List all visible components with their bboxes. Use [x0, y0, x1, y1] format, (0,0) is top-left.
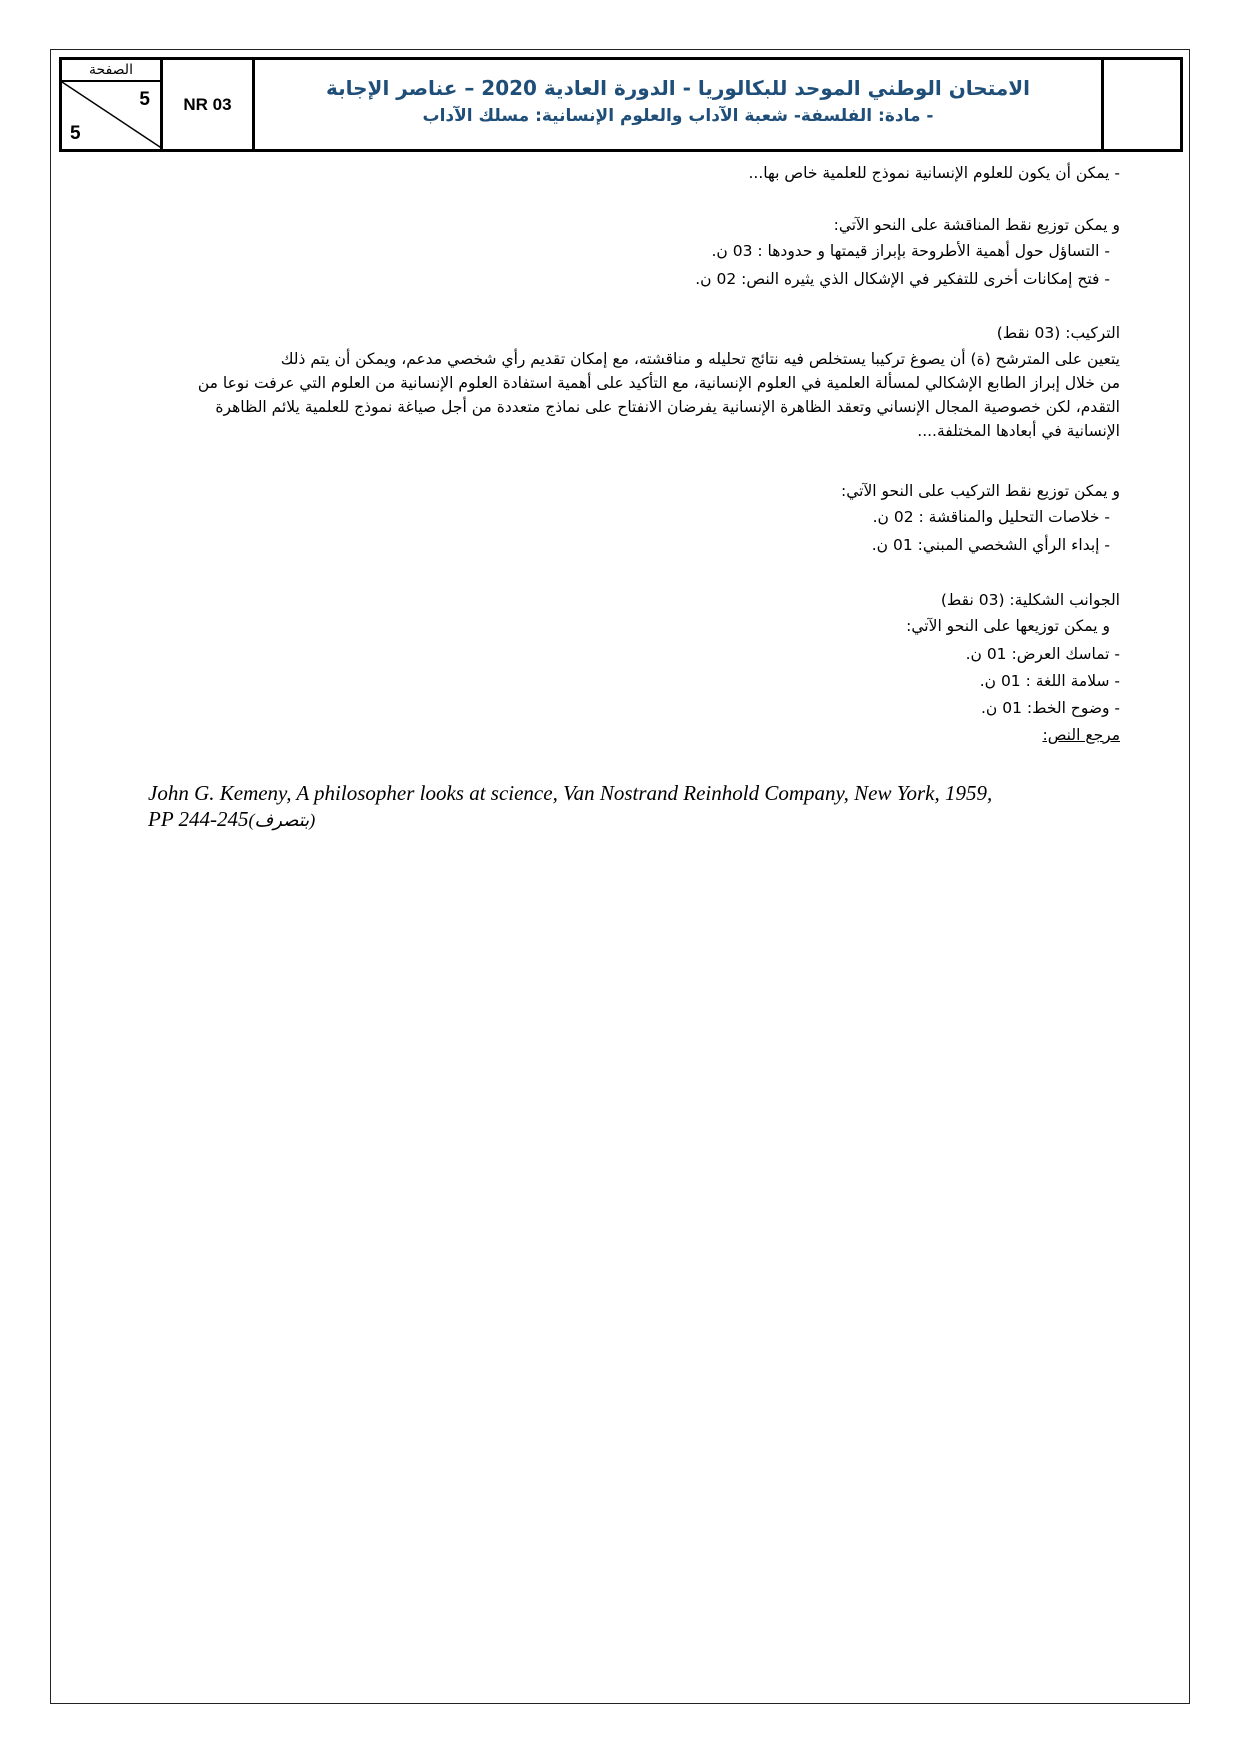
page-label: الصفحة [62, 60, 160, 82]
list-item: - تماسك العرض: 01 ن. [965, 645, 1120, 663]
list-item: - سلامة اللغة : 01 ن. [979, 672, 1120, 690]
page-current: 5 [139, 89, 150, 110]
list-item: - إبداء الرأي الشخصي المبني: 01 ن. [871, 536, 1110, 554]
list-item: - خلاصات التحليل والمناقشة : 02 ن. [872, 508, 1110, 526]
synthesis-heading: التركيب: (03 نقط) [996, 324, 1120, 342]
synthesis-distribution-title: و يمكن توزيع نقط التركيب على النحو الآتي: [841, 482, 1120, 500]
page-total: 5 [70, 123, 81, 144]
list-item: - وضوح الخط: 01 ن. [981, 699, 1120, 717]
list-item: - التساؤل حول أهمية الأطروحة بإبراز قيمتها و حدودها : 03 ن. [711, 242, 1110, 260]
reference-citation [148, 780, 1108, 833]
reference-heading: مرجع النص: [1042, 726, 1120, 744]
header-table [59, 57, 1183, 152]
synthesis-line: التقدم، لكن خصوصية المجال الإنساني وتعقد الظاهرة الإنسانية يفرضان الانفتاح على نماذج متعددة من أجل صياغة نموذج للعلمية يلائم الظاهرة [215, 398, 1120, 416]
synthesis-line: يتعين على المترشح (ة) أن يصوغ تركيبا يستخلص فيه نتائج تحليله و مناقشته، مع إمكان تقديم رأي شخصي مدعم، ويمكن أن يتم ذلك [280, 350, 1120, 368]
title-cell [255, 60, 1104, 149]
list-item: - فتح إمكانات أخرى للتفكير في الإشكال الذي يثيره النص: 02 ن. [695, 270, 1110, 288]
exam-code: NR 03 [163, 60, 255, 149]
exam-title: الامتحان الوطني الموحد للبكالوريا - الدورة العادية 2020 – عناصر الإجابة [325, 76, 1031, 100]
exam-subtitle: - مادة: الفلسفة- شعبة الآداب والعلوم الإنسانية: مسلك الآداب [422, 106, 934, 126]
citation-pages: PP 244-245 [148, 807, 249, 831]
empty-cell [1104, 60, 1180, 149]
synthesis-line: من خلال إبراز الطابع الإشكالي لمسألة العلمية في العلوم الإنسانية، مع التأكيد على أهمية استفادة العلوم الإنسانية من العلوم التي عرفت نوعا من [197, 374, 1120, 392]
discussion-intro: - يمكن أن يكون للعلوم الإنسانية نموذج للعلمية خاص بها... [748, 164, 1120, 182]
citation-adapted: (بتصرف) [248, 810, 316, 830]
citation-line-1: John G. Kemeny, A philosopher looks at science, Van Nostrand Reinhold Company, New York, 1959, [148, 781, 993, 805]
formal-distribution-title: و يمكن توزيعها على النحو الآتي: [906, 617, 1110, 635]
citation-line-2 [148, 806, 1108, 833]
page-frame [50, 49, 1190, 1704]
synthesis-line: الإنسانية في أبعادها المختلفة.... [917, 422, 1120, 440]
discussion-distribution-title: و يمكن توزيع نقط المناقشة على النحو الآتي: [833, 216, 1120, 234]
formal-heading: الجوانب الشكلية: (03 نقط) [940, 591, 1120, 609]
page-number-cell [62, 60, 163, 149]
